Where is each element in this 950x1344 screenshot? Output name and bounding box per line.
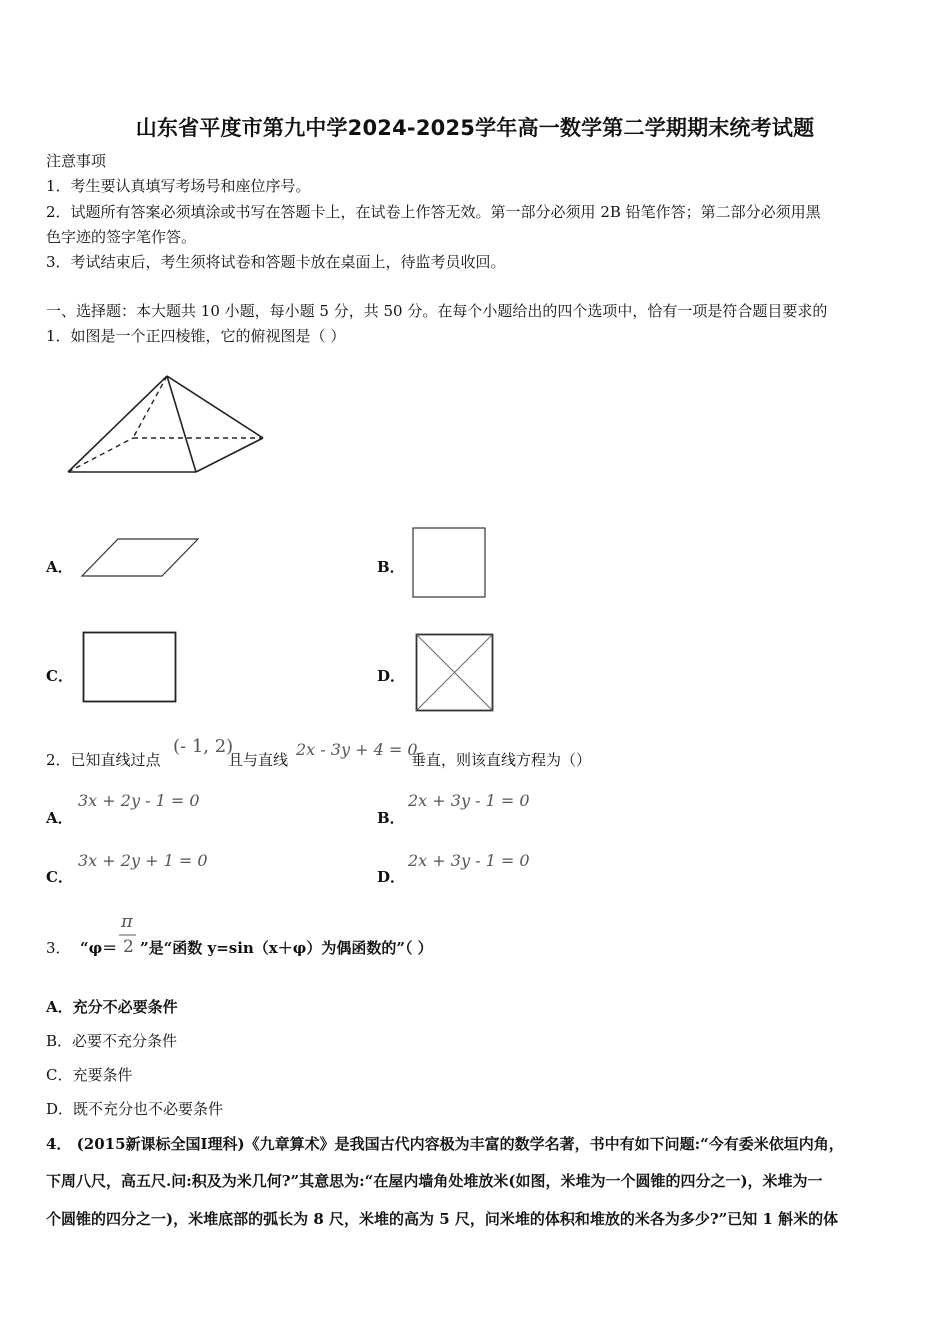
q3-option-c xyxy=(46,1064,132,1086)
q1-option-c-rectangle xyxy=(82,631,178,704)
question-4-line: 个圆锥的四分之一)，米堆底部的弧长为 8 尺，米堆的高为 5 尺，问米堆的体积和堆放的米各为多少?”已知 1 斛米的体 xyxy=(46,1210,839,1228)
q2-option-b-label: B． xyxy=(377,809,405,827)
q1-option-c-label: C． xyxy=(46,667,73,685)
q1-option-d-label: D． xyxy=(377,667,406,685)
question-4-line: 下周八尺，高五尺.问:积及为米几何?”其意思为:“在屋内墙角处堆放米(如图，米堆为一个圆锥的四分之一)，米堆为一 xyxy=(46,1172,823,1190)
fraction-bar xyxy=(119,934,137,936)
question-3-number: 3． xyxy=(46,939,71,957)
question-3-fraction-numerator: π xyxy=(121,911,133,932)
notice-item: 3．考试结束后，考生须将试卷和答题卡放在桌面上，待监考员收回。 xyxy=(46,253,506,271)
question-2-point: (- 1, 2) xyxy=(173,736,234,757)
section-heading: 一、选择题：本大题共 10 小题，每小题 5 分，共 50 分。在每个小题给出的四个选项中，恰有一项是符合题目要求的 xyxy=(46,302,828,320)
notice-heading: 注意事项 xyxy=(46,152,107,170)
question-2-stem-pre: 2．已知直线过点 xyxy=(46,751,161,769)
q1-option-b-square xyxy=(412,527,487,599)
question-3-post: ”是“函数 y=sin（x＋φ）为偶函数的”（ ） xyxy=(140,939,433,957)
q3-option-d-text: D．既不充分也不必要条件 xyxy=(46,1100,224,1118)
notice-item: 1．考生要认真填写考场号和座位序号。 xyxy=(46,177,311,195)
q1-option-a-parallelogram xyxy=(80,537,200,579)
q3-option-a-text: A．充分不必要条件 xyxy=(46,998,178,1016)
q2-option-c-label: C． xyxy=(46,868,73,886)
question-3-pre: “φ＝ xyxy=(80,939,118,957)
q3-option-c-text: C．充要条件 xyxy=(46,1066,133,1084)
pyramid-figure xyxy=(60,370,270,480)
q3-option-b xyxy=(46,1030,177,1052)
q3-option-d xyxy=(46,1098,223,1120)
q1-option-d-square-with-diagonals xyxy=(415,633,495,713)
q2-option-a-equation: 3x + 2y - 1 = 0 xyxy=(78,791,200,810)
question-3-fraction-denominator: 2 xyxy=(123,937,134,957)
question-2-stem-mid: 且与直线 xyxy=(228,751,289,769)
q2-option-d-equation: 2x + 3y - 1 = 0 xyxy=(408,851,530,870)
question-4-line: 4． (2015新课标全国Ⅰ理科)《九章算术》是我国古代内容极为丰富的数学名著，书中有如下问题:“今有委米依垣内角， xyxy=(46,1135,844,1153)
notice-item: 色字迹的签字笔作答。 xyxy=(46,228,197,246)
q3-option-b-text: B．必要不充分条件 xyxy=(46,1032,178,1050)
q2-option-a-label: A． xyxy=(46,809,73,827)
q1-option-b-label: B． xyxy=(377,558,405,576)
q2-option-d-label: D． xyxy=(377,868,406,886)
question-1-stem: 1．如图是一个正四棱锥，它的俯视图是（ ） xyxy=(46,327,346,345)
question-2-line-equation: 2x - 3y + 4 = 0 xyxy=(296,740,418,759)
q2-option-c-equation: 3x + 2y + 1 = 0 xyxy=(78,851,208,870)
q2-option-b-equation: 2x + 3y - 1 = 0 xyxy=(408,791,530,810)
q1-option-a-label: A． xyxy=(46,558,73,576)
q3-option-a xyxy=(46,996,178,1018)
page-title: 山东省平度市第九中学2024-2025学年高一数学第二学期期末统考试题 xyxy=(135,116,815,140)
notice-item: 2．试题所有答案必须填涂或书写在答题卡上，在试卷上作答无效。第一部分必须用 2B 铅笔作答；第二部分必须用黑 xyxy=(46,203,821,221)
question-2-stem-post: 垂直，则该直线方程为（） xyxy=(411,751,592,769)
